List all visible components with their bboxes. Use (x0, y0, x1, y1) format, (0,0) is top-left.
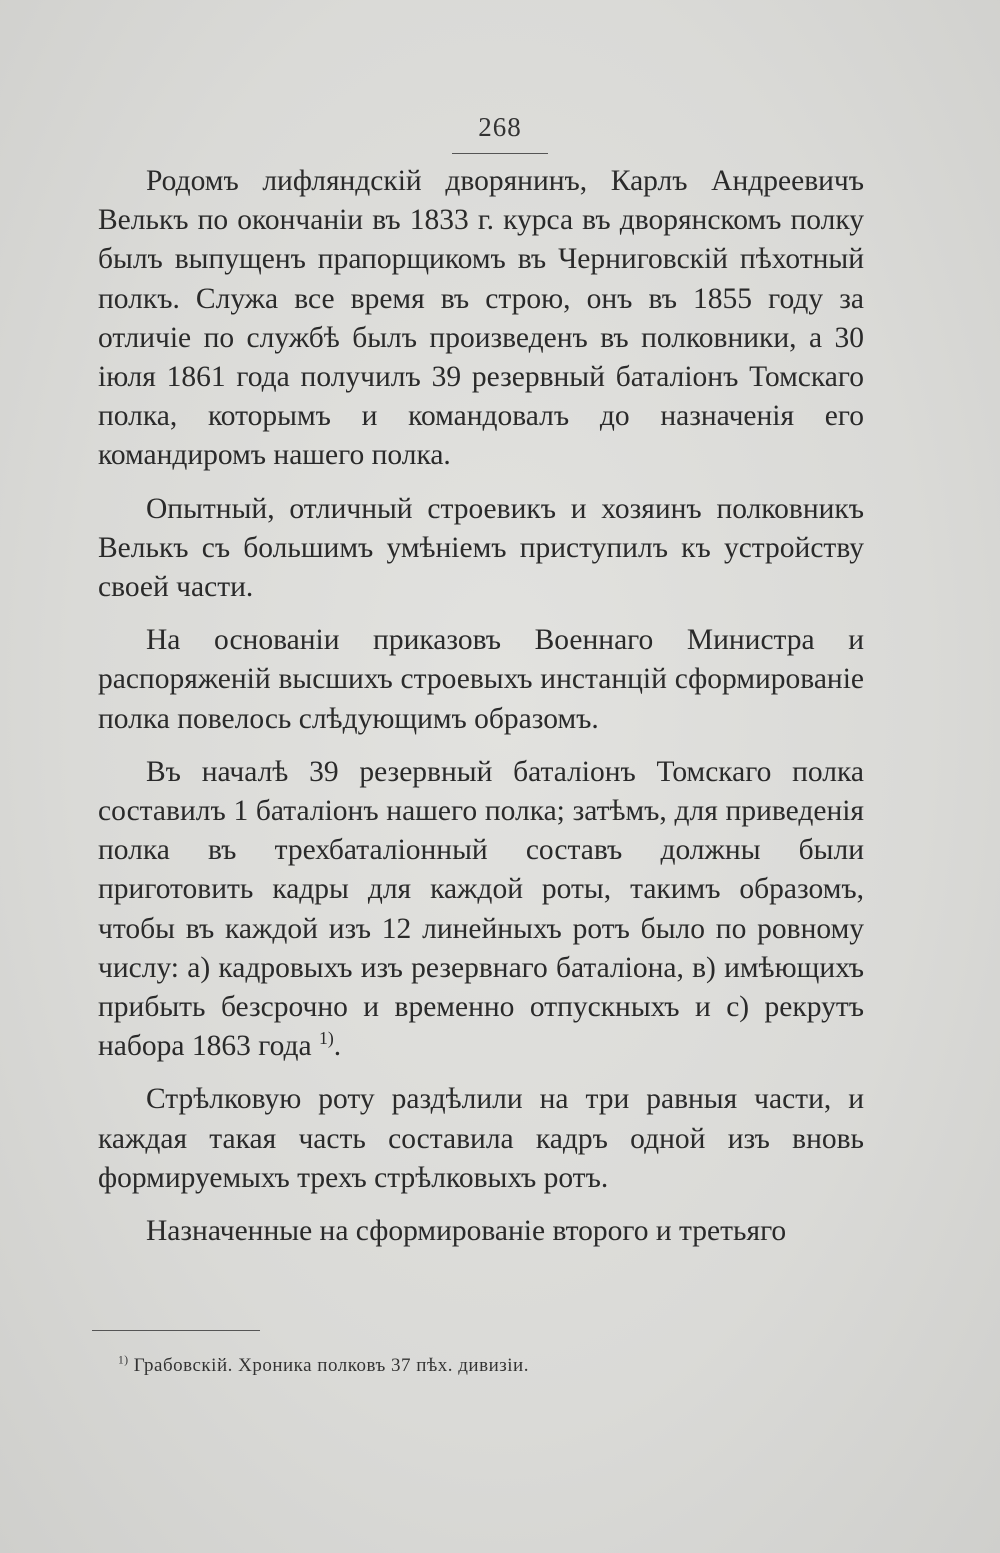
page-header (450, 112, 550, 154)
page-number: 268 (478, 112, 522, 142)
paragraph-4 (98, 753, 864, 1067)
header-rule (452, 153, 548, 154)
paragraph-4-text: Въ началѣ 39 резервный баталіонъ Томскаго полка составилъ 1 баталіонъ нашего полка; затѣмъ, для приведенія полка въ трехбаталіонный составъ должны были приготовить кадры для каждой роты, такимъ образомъ, чтобы въ каждой изъ 12 линейныхъ ротъ было по ровному числу: а) кадровыхъ изъ резервнаго баталіона, в) имѣющихъ прибыть безсрочно и временно отпускныхъ и с) рекрутъ набора 1863 года (98, 755, 864, 1063)
paragraph-5: Стрѣлковую роту раздѣлили на три равныя части, и каждая такая часть составила кадръ одной изъ вновь формируемыхъ трехъ стрѣлковыхъ ротъ. (98, 1083, 864, 1194)
paragraph-4-end: . (333, 1030, 342, 1063)
paragraph-6: Назначенные на сформированіе второго и третьяго (146, 1215, 787, 1248)
paragraph-1: Родомъ лифляндскій дворянинъ, Карлъ Андреевичъ Велькъ по окончаніи въ 1833 г. курса въ дворянскомъ полку былъ выпущенъ прапорщикомъ въ Черниговскій пѣхотный полкъ. Служа все время въ строю, онъ въ 1855 году за отличіе по службѣ былъ произведенъ въ полковники, а 30 іюля 1861 года получилъ 39 резервный баталіонъ Томскаго полка, которымъ и командовалъ до назначенія его командиромъ нашего полка. (98, 165, 864, 472)
footnote-rule (92, 1330, 260, 1331)
footnote-reference: 1) (318, 1028, 334, 1049)
footnote-text: Грабовскій. Хроника полковъ 37 пѣх. дивизіи. (133, 1355, 529, 1376)
paragraph-2: Опытный, отличный строевикъ и хозяинъ полковникъ Велькъ съ большимъ умѣніемъ приступилъ къ устройству своей части. (98, 492, 864, 604)
paragraph-3: На основаніи приказовъ Военнаго Министра и распоряженій высшихъ строевыхъ инстанцій сформированіе полка повелось слѣдующимъ образомъ. (98, 624, 864, 735)
footnote-marker: 1) (118, 1354, 129, 1367)
body-text (98, 162, 864, 1265)
footnote (118, 1355, 878, 1377)
